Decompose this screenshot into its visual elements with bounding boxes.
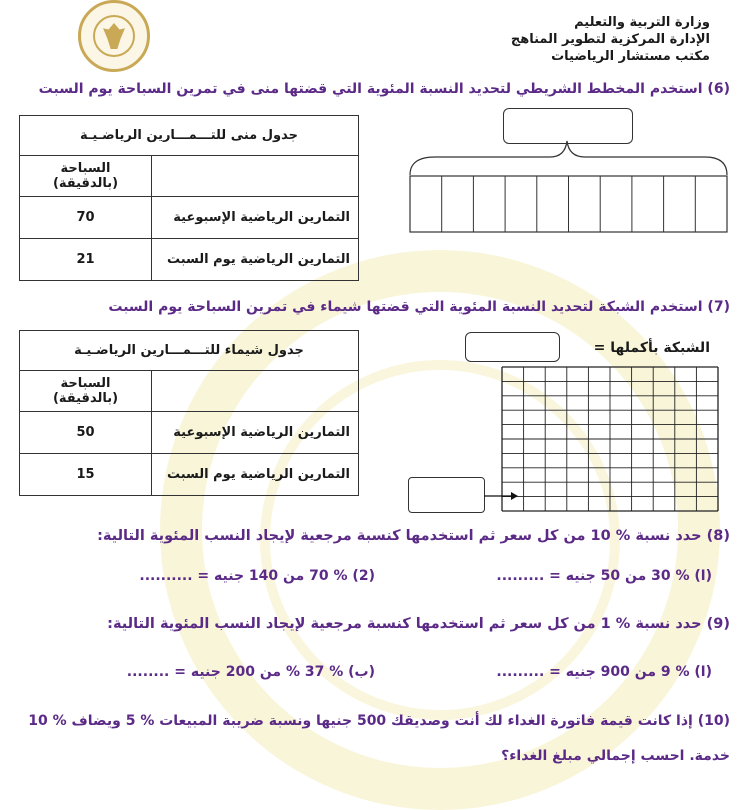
ministry-logo bbox=[78, 0, 150, 72]
header bbox=[450, 14, 710, 65]
grid-part-answer-box[interactable] bbox=[408, 477, 485, 513]
question-7: (7) استخدم الشبكة لتحديد النسبة المئوية التي قضتها شيماء في تمرين السباحة يوم السبت bbox=[108, 299, 730, 315]
question-8-part-b: (2) % 70 من 140 جنيه = .......... bbox=[139, 568, 375, 584]
question-10-line-2: خدمة. احسب إجمالي مبلغ الغداء؟ bbox=[501, 748, 730, 764]
shaimaa-row-value: 50 bbox=[20, 412, 152, 454]
shaimaa-table-title: جدول شيماء للتـــمـــارين الرياضـيـة bbox=[20, 331, 359, 371]
header-office: مكتب مستشار الرياضيات bbox=[551, 49, 710, 64]
mona-table-col-header: السباحة (بالدقيقة) bbox=[20, 156, 152, 197]
shaimaa-row-value: 15 bbox=[20, 454, 152, 496]
question-10-line-1: (10) إذا كانت قيمة فاتورة الغداء لك أنت وصديقك 500 جنيها ونسبة ضريبة المبيعات % 5 ويضاف % 10 bbox=[28, 713, 730, 729]
mona-table bbox=[19, 115, 359, 281]
shaimaa-table bbox=[19, 330, 359, 496]
shaimaa-row-label: التمارين الرياضية يوم السبت bbox=[152, 454, 359, 496]
question-8: (8) حدد نسبة % 10 من كل سعر ثم استخدمها كنسبة مرجعية لإيجاد النسب المئوية التالية: bbox=[97, 528, 730, 544]
header-department: الإدارة المركزية لتطوير المناهج bbox=[510, 32, 710, 47]
hundred-grid-lines bbox=[502, 367, 718, 511]
arrow-icon bbox=[484, 488, 520, 504]
mona-table-title: جدول منى للتـــمـــارين الرياضـيـة bbox=[20, 116, 359, 156]
eagle-icon bbox=[103, 23, 125, 49]
mona-row-label: التمارين الرياضية الإسبوعية bbox=[152, 197, 359, 239]
question-9-part-b: (ب) % 37 % من 200 جنيه = ........ bbox=[126, 664, 375, 680]
grid-answer-box[interactable] bbox=[465, 332, 560, 362]
question-9-part-a: (ا) % 9 من 900 جنيه = ......... bbox=[496, 664, 712, 680]
mona-row-value: 21 bbox=[20, 239, 152, 281]
bar-model bbox=[405, 135, 735, 235]
grid-label: الشبكة بأكملها = bbox=[593, 340, 710, 356]
mona-row-label: التمارين الرياضية يوم السبت bbox=[152, 239, 359, 281]
bar-model-brace bbox=[410, 141, 727, 175]
shaimaa-table-empty-cell bbox=[152, 371, 359, 412]
hundred-grid bbox=[500, 365, 722, 513]
question-6: (6) استخدم المخطط الشريطي لتحديد النسبة المئوية التي قضتها منى في تمرين السباحة يوم السبت bbox=[38, 81, 730, 97]
header-ministry: وزارة التربية والتعليم bbox=[574, 15, 710, 30]
question-9: (9) حدد نسبة % 1 من كل سعر ثم استخدمها كنسبة مرجعية لإيجاد النسب المئوية التالية: bbox=[107, 616, 730, 632]
mona-row-value: 70 bbox=[20, 197, 152, 239]
logo-inner-ring bbox=[93, 15, 135, 57]
shaimaa-row-label: التمارين الرياضية الإسبوعية bbox=[152, 412, 359, 454]
mona-table-empty-cell bbox=[152, 156, 359, 197]
question-8-part-a: (ا) % 30 من 50 جنيه = ......... bbox=[496, 568, 712, 584]
shaimaa-table-col-header: السباحة (بالدقيقة) bbox=[20, 371, 152, 412]
